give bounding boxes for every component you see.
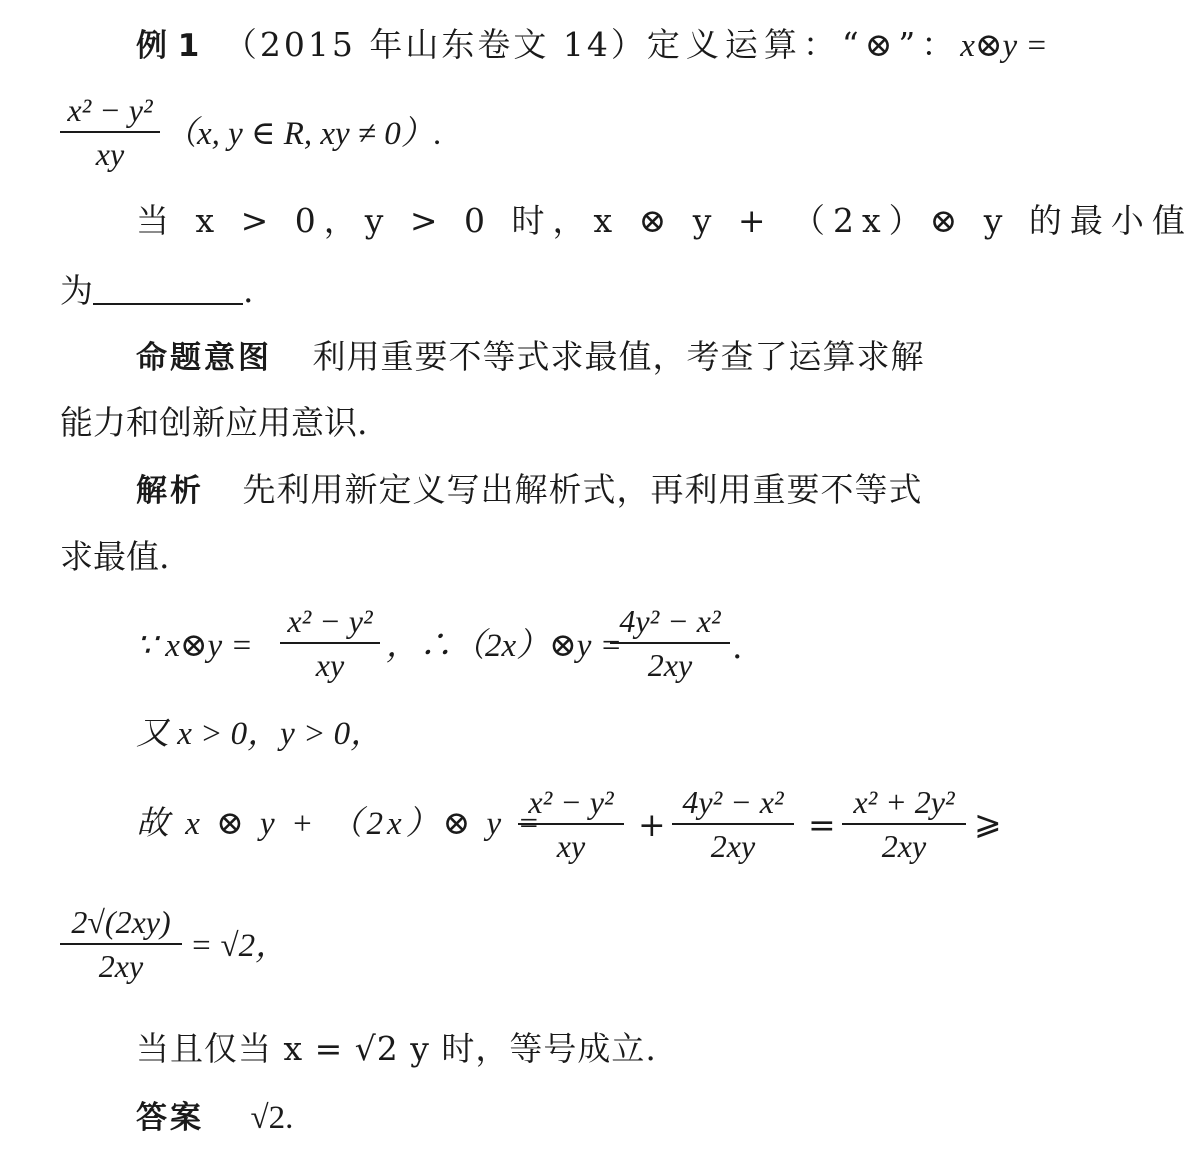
fraction-bar <box>610 642 730 644</box>
eq1-numerator-1: x² − y² <box>287 603 373 639</box>
answer-blank <box>93 279 243 305</box>
eq2-numerator-2: 4y² − x² <box>682 784 784 820</box>
eq2-fraction-3 <box>842 786 966 862</box>
question-line-1: 当 x > 0，y > 0 时，x ⊗ y + （2x）⊗ y 的最小值 <box>136 201 1193 240</box>
eq1-end: . <box>732 627 743 666</box>
intent-text-1: 利用重要不等式求最值，考查了运算求解 <box>312 337 925 376</box>
eq2-fraction-2 <box>672 786 794 862</box>
example-source: （2015 年山东卷文 14） <box>223 25 647 64</box>
equality-condition: 当且仅当 x = √2 y 时，等号成立. <box>136 1029 657 1068</box>
analysis-line-1 <box>136 470 923 509</box>
analysis-line-2: 求最值. <box>60 537 170 576</box>
eq3-denominator: 2xy <box>98 948 144 984</box>
eq3-numerator: 2√(2xy) <box>71 904 171 940</box>
eq2-lhs: 故 x ⊗ y + （2x）⊗ y = <box>136 806 544 842</box>
fraction-bar <box>60 131 160 133</box>
analysis-text-1: 先利用新定义写出解析式，再利用重要不等式 <box>242 470 923 509</box>
intent-line-1 <box>136 337 925 376</box>
eq1-fraction-1 <box>280 605 380 681</box>
question-line-2 <box>60 271 254 310</box>
question-line-2-end: . <box>243 271 254 310</box>
fraction-bar <box>518 823 624 825</box>
eq2-fraction-1 <box>518 786 624 862</box>
intent-label: 命题意图 <box>136 340 272 376</box>
example-line-1 <box>136 25 1048 64</box>
given-line: 又 x > 0，y > 0， <box>136 716 384 752</box>
eq2-equals: = <box>808 805 836 844</box>
eq2-geq: ⩾ <box>974 803 1002 842</box>
def-condition: （x, y ∈ R, xy ≠ 0）. <box>164 116 443 152</box>
def-denominator: xy <box>95 136 125 172</box>
example-label: 例 1 <box>136 28 200 64</box>
def-fraction <box>60 94 160 170</box>
answer-line <box>136 1100 293 1135</box>
eq1-numerator-2: 4y² − x² <box>619 603 721 639</box>
intent-line-2: 能力和创新应用意识. <box>60 403 368 442</box>
fraction-bar <box>672 823 794 825</box>
eq2-plus: + <box>638 805 666 844</box>
eq3-rhs: = √2， <box>190 928 289 964</box>
question-line-2-start: 为 <box>60 271 93 310</box>
eq2-denominator-1: xy <box>556 828 586 864</box>
fraction-bar <box>280 642 380 644</box>
example-statement-text: 定义运算：“⊗”： <box>646 25 961 64</box>
eq1-fraction-2 <box>610 605 730 681</box>
example-def-lhs: x⊗y = <box>960 28 1048 64</box>
eq2-denominator-3: 2xy <box>881 828 927 864</box>
eq2-denominator-2: 2xy <box>710 828 756 864</box>
answer-value: √2. <box>250 1100 294 1136</box>
eq1-mid: ，∴（2x）⊗y = <box>386 628 622 664</box>
fraction-bar <box>842 823 966 825</box>
fraction-bar <box>60 943 182 945</box>
eq1-lhs: ∵ x⊗y = <box>136 628 253 664</box>
def-numerator: x² − y² <box>67 92 153 128</box>
eq1-denominator-1: xy <box>315 647 345 683</box>
eq2-numerator-3: x² + 2y² <box>853 784 955 820</box>
eq3-fraction <box>60 906 182 982</box>
eq2-numerator-1: x² − y² <box>528 784 614 820</box>
eq1-denominator-2: 2xy <box>647 647 693 683</box>
answer-label: 答案 <box>136 1100 204 1136</box>
analysis-label: 解析 <box>136 473 204 509</box>
